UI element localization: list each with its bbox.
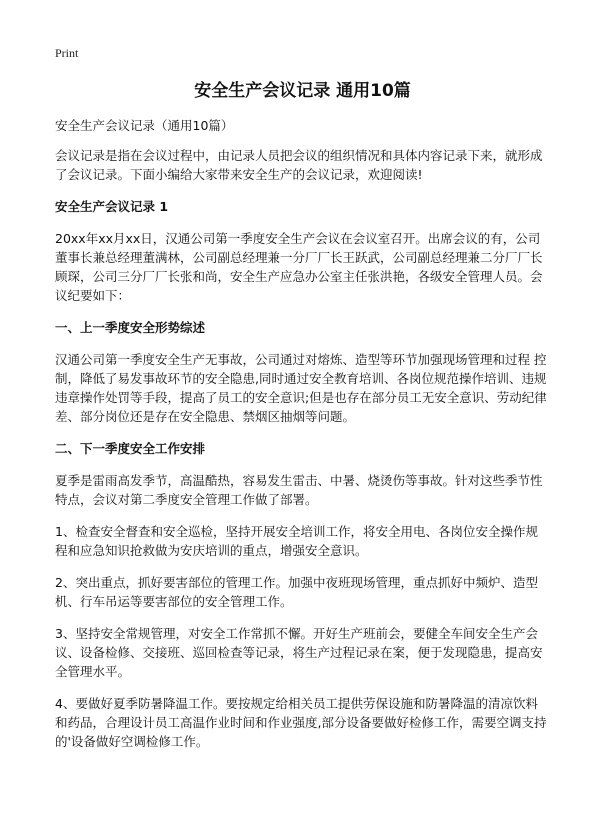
section-1-heading: 安全生产会议记录 1 [55,199,169,214]
next-quarter-paragraph: 夏季是雷雨高发季节，高温酷热，容易发生雷击、中暑、烧烫伤等事故。针对这些季节性特点，会议对第二季度安全管理工作做了部署。 [55,473,543,507]
document-body [55,78,550,764]
review-paragraph: 汉通公司第一季度安全生产无事故，公司通过对熔炼、造型等环节加强现场管理和过程 控制，降低了易发事故环节的安全隐患,同时通过安全教育培训、各岗位规范操作培训、违规违章操作处罚等手段，提高了员工的安全意识;但是也存在部分员工无安全意识、劳动纪律差、部分岗位还是存在安全隐患、禁烟区抽烟等问题。 [55,352,547,424]
document-title: 安全生产会议记录 通用10篇 [194,81,411,101]
document-subtitle: 安全生产会议记录（通用10篇） [55,118,234,133]
list-item-3: 3、坚持安全常规管理，对安全工作常抓不懈。开好生产班前会，要健全车间安全生产会议、设备检修、交接班、巡回检查等记录，将生产过程记录在案，便于发现隐患，提高安全管理水平。 [55,626,543,679]
list-item-4: 4、要做好夏季防暑降温工作。要按规定给相关员工提供劳保设施和防暑降温的清凉饮料和药品，合理设计员工高温作业时间和作业强度,部分设备要做好检修工作，需要空调支持的'设备做好空调检修工作。 [55,696,547,749]
print-link[interactable]: Print [55,46,79,60]
list-item-1: 1、检查安全督查和安全巡检，坚持开展安全培训工作，将安全用电、各岗位安全操作规程和应急知识抢救做为安庆培训的重点，增强安全意识。 [55,524,538,558]
section-1-paragraph: 20xx年xx月xx日，汉通公司第一季度安全生产会议在会议室召开。出席会议的有，公司董事长兼总经理董满林，公司副总经理兼一分厂厂长王跃武，公司副总经理兼二分厂厂长顾琛，公司三分厂厂长张和尚，安全生产应急办公室主任张洪艳，各级安全管理人员。会议纪要如下： [55,231,543,303]
list-item-2: 2、突出重点，抓好要害部位的管理工作。加强中夜班现场管理，重点抓好中频炉、造型机、行车吊运等要害部位的安全管理工作。 [55,575,538,609]
intro-paragraph: 会议记录是指在会议过程中，由记录人员把会议的组织情况和具体内容记录下来，就形成了会议记录。下面小编给大家带来安全生产的会议记录，欢迎阅读! [55,148,543,182]
heading-review: 一、上一季度安全形势综述 [55,320,206,335]
heading-next-quarter: 二、下一季度安全工作安排 [55,441,206,456]
